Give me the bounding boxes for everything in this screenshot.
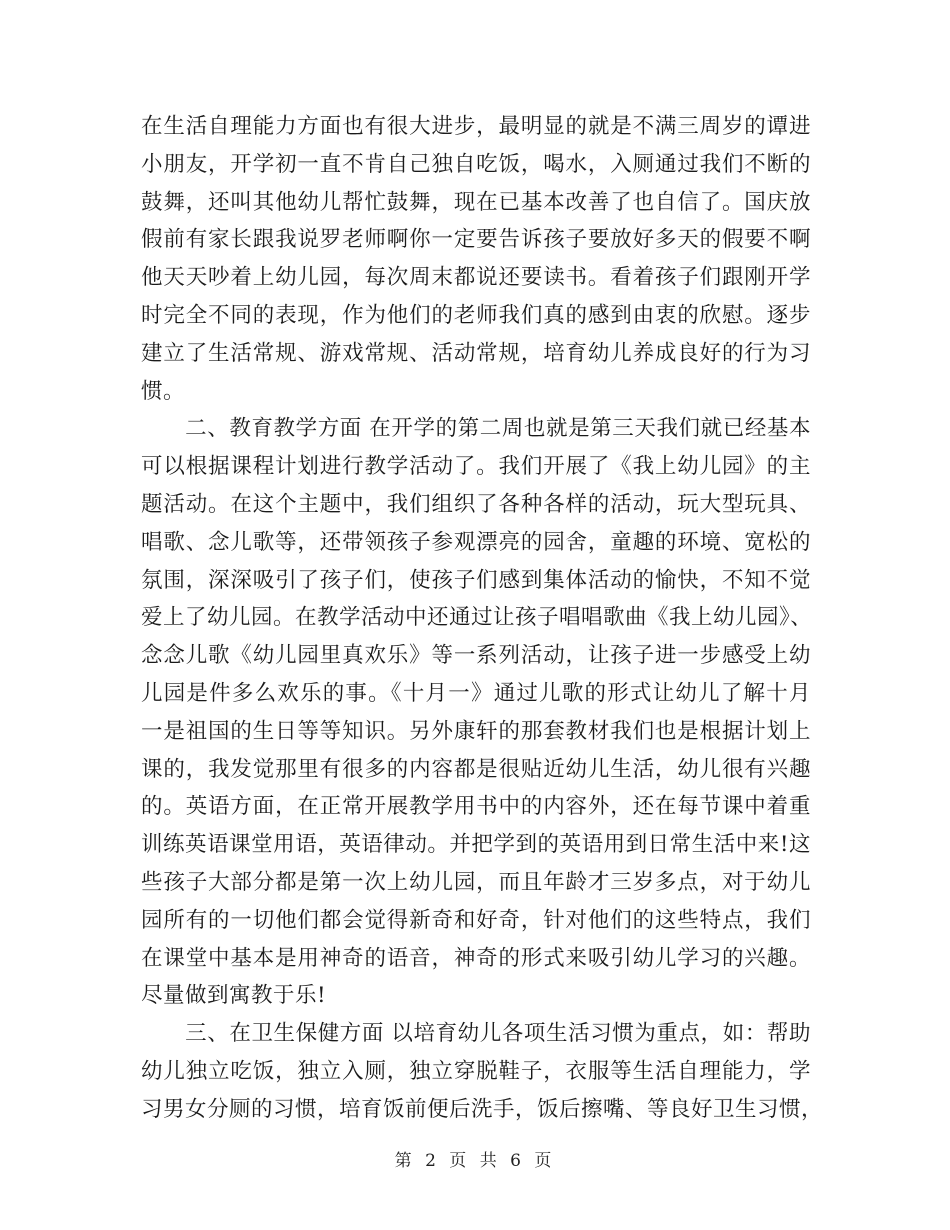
text-line: 氛围，深深吸引了孩子们，使孩子们感到集体活动的愉快，不知不觉 bbox=[141, 567, 811, 593]
text-line: 惯。 bbox=[141, 378, 186, 404]
text-line: 一是祖国的生日等等知识。另外康轩的那套教材我们也是根据计划上 bbox=[141, 718, 811, 744]
page-number-footer: 第 2 页 共 6 页 bbox=[394, 1151, 556, 1171]
text-line: 儿园是件多么欢乐的事。《十月一》通过儿歌的形式让幼儿了解十月 bbox=[141, 680, 811, 706]
text-line: 训练英语课堂用语，英语律动。并把学到的英语用到日常生活中来!这 bbox=[141, 832, 811, 858]
section-heading-line: 二、教育教学方面 在开学的第二周也就是第三天我们就已经基本 bbox=[141, 416, 811, 442]
text-line: 鼓舞，还叫其他幼儿帮忙鼓舞，现在已基本改善了也自信了。国庆放 bbox=[141, 189, 811, 215]
text-line: 唱歌、念儿歌等，还带领孩子参观漂亮的园舍，童趣的环境、宽松的 bbox=[141, 529, 811, 555]
text-line: 爱上了幼儿园。在教学活动中还通过让孩子唱唱歌曲《我上幼儿园》、 bbox=[141, 605, 813, 631]
text-line: 念念儿歌《幼儿园里真欢乐》等一系列活动，让孩子进一步感受上幼 bbox=[141, 643, 811, 669]
text-line: 题活动。在这个主题中，我们组织了各种各样的活动，玩大型玩具、 bbox=[141, 491, 811, 517]
text-line: 他天天吵着上幼儿园，每次周末都说还要读书。看着孩子们跟刚开学 bbox=[141, 265, 811, 291]
text-line: 幼儿独立吃饭，独立入厕，独立穿脱鞋子，衣服等生活自理能力，学 bbox=[141, 1058, 811, 1084]
text-line: 课的，我发觉那里有很多的内容都是很贴近幼儿生活，幼儿很有兴趣 bbox=[141, 756, 811, 782]
section-heading-line: 三、在卫生保健方面 以培育幼儿各项生活习惯为重点，如：帮助 bbox=[141, 1021, 811, 1047]
text-line: 在生活自理能力方面也有很大进步，最明显的就是不满三周岁的谭进 bbox=[141, 114, 811, 139]
text-line: 习男女分厕的习惯，培育饭前便后洗手，饭后擦嘴、等良好卫生习惯， bbox=[141, 1096, 824, 1122]
text-line: 小朋友，开学初一直不肯自己独自吃饭，喝水，入厕通过我们不断的 bbox=[141, 151, 811, 177]
body-text bbox=[141, 108, 824, 1129]
text-line: 在课堂中基本是用神奇的语音，神奇的形式来吸引幼儿学习的兴趣。 bbox=[141, 945, 811, 971]
text-line: 可以根据课程计划进行教学活动了。我们开展了《我上幼儿园》的主 bbox=[141, 454, 811, 480]
text-line: 时完全不同的表现，作为他们的老师我们真的感到由衷的欣慰。逐步 bbox=[141, 302, 811, 328]
text-line: 建立了生活常规、游戏常规、活动常规，培育幼儿养成良好的行为习 bbox=[141, 340, 811, 366]
text-line: 尽量做到寓教于乐! bbox=[141, 983, 327, 1009]
text-line: 的。英语方面，在正常开展教学用书中的内容外，还在每节课中着重 bbox=[141, 794, 811, 820]
text-line: 些孩子大部分都是第一次上幼儿园，而且年龄才三岁多点，对于幼儿 bbox=[141, 869, 811, 895]
text-line: 园所有的一切他们都会觉得新奇和好奇，针对他们的这些特点，我们 bbox=[141, 907, 811, 933]
text-line: 假前有家长跟我说罗老师啊你一定要告诉孩子要放好多天的假要不啊 bbox=[141, 227, 811, 253]
